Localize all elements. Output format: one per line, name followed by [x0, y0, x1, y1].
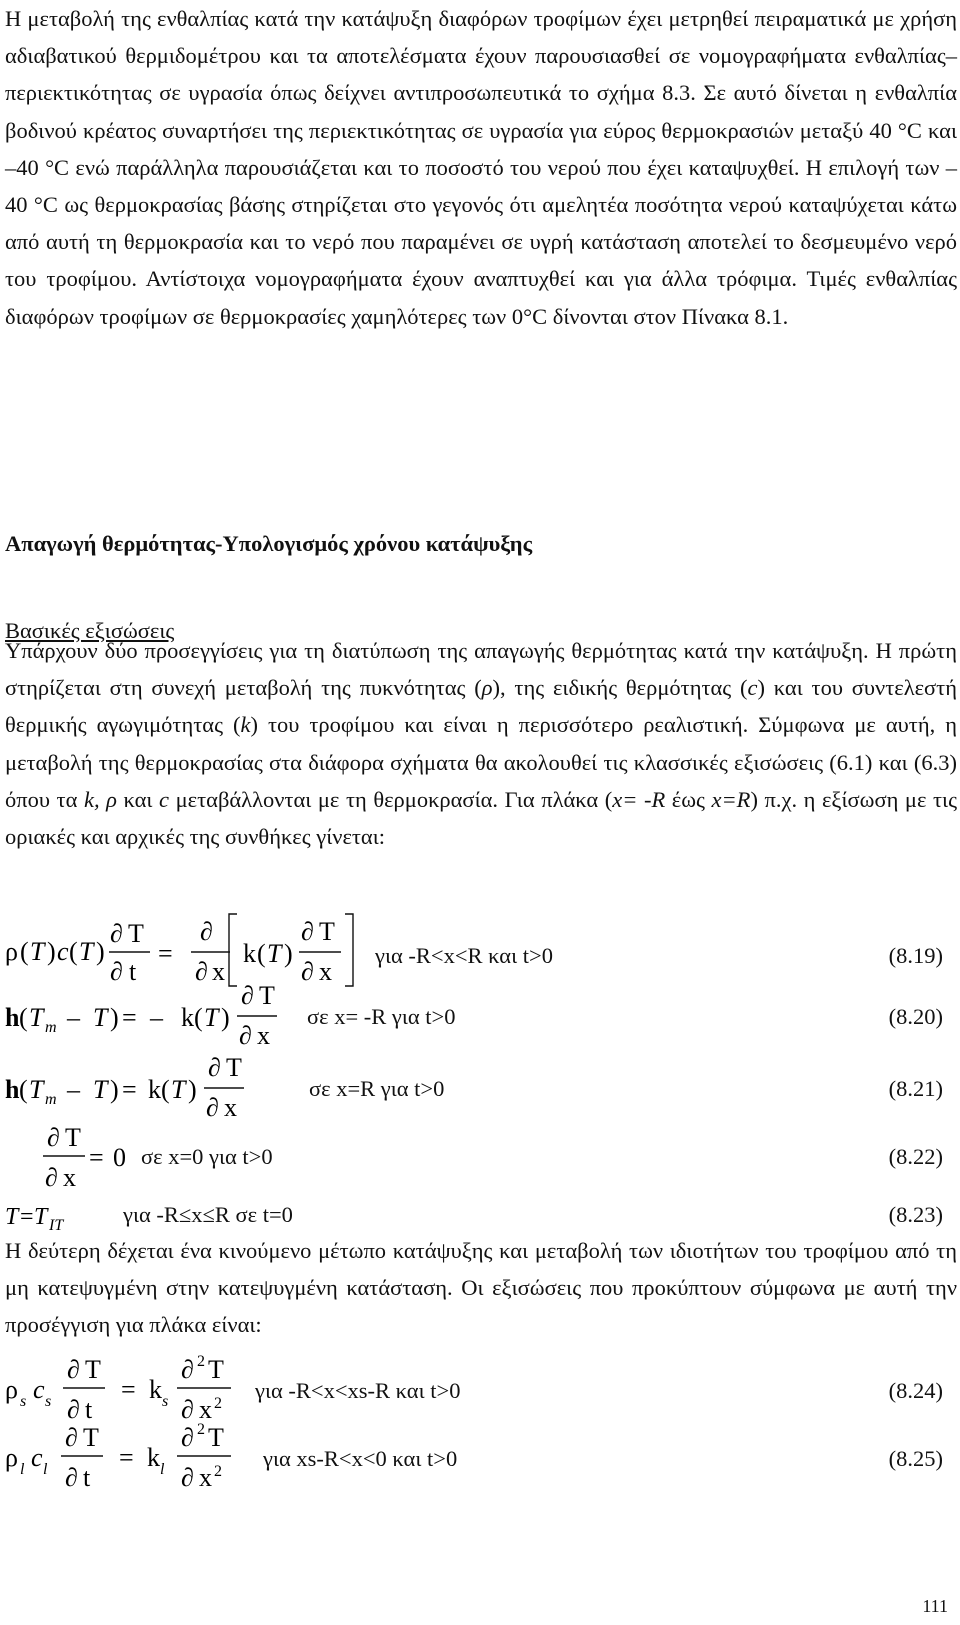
x-symbol: x	[199, 1395, 212, 1424]
partial-symbol: ∂	[181, 1355, 194, 1384]
equation-8-21-formula	[5, 1052, 305, 1132]
partial-symbol: ∂	[110, 919, 123, 948]
page-number: 111	[922, 1596, 948, 1616]
partial-symbol: ∂	[200, 917, 213, 946]
paren: (	[20, 937, 29, 966]
paren: )	[188, 1075, 197, 1104]
equation-8-19-number: (8.19)	[888, 943, 943, 968]
zero-value: 0	[113, 1143, 126, 1172]
subsection-heading: Βασικές εξισώσεις	[5, 618, 175, 643]
subscript-s: s	[20, 1393, 27, 1410]
equation-8-19	[5, 910, 955, 990]
equals-sign: =	[119, 1443, 134, 1472]
equation-8-24-condition: για -R<x<xs-R και t>0	[255, 1378, 461, 1403]
equals-sign: =	[122, 1075, 137, 1104]
temp-symbol: T	[29, 1003, 44, 1032]
equation-8-25-formula	[5, 1418, 245, 1498]
temp-symbol: T	[128, 919, 144, 948]
paren: (	[257, 939, 266, 968]
paren: )	[221, 1003, 230, 1032]
partial-symbol: ∂	[181, 1423, 194, 1452]
equation-8-21-number: (8.21)	[888, 1076, 943, 1101]
subscript-m: m	[45, 1019, 57, 1036]
equation-8-25-number: (8.25)	[888, 1446, 943, 1471]
paren: (	[69, 937, 78, 966]
heat-capacity-symbol: c	[33, 1375, 45, 1404]
equation-8-25-condition: για xs-R<x<0 και t>0	[263, 1446, 458, 1471]
equation-8-25	[5, 1418, 955, 1498]
equation-8-23-condition: για -R≤x≤R σε t=0	[123, 1202, 293, 1227]
temp-symbol: T	[5, 1204, 19, 1230]
equation-8-21	[5, 1052, 955, 1132]
partial-symbol: ∂	[65, 1463, 78, 1492]
equation-8-19-condition: για -R<x<R και t>0	[375, 943, 553, 968]
temp-symbol: T	[83, 1423, 99, 1452]
equals-sign: =	[89, 1143, 104, 1172]
partial-symbol: ∂	[181, 1395, 194, 1424]
time-symbol: t	[85, 1395, 93, 1424]
equation-8-24-number: (8.24)	[888, 1378, 943, 1403]
equals-sign: =	[20, 1204, 34, 1230]
superscript-2: 2	[197, 1353, 205, 1370]
paren: )	[110, 1003, 119, 1032]
temp-symbol: T	[208, 1423, 224, 1452]
partial-symbol: ∂	[241, 981, 254, 1010]
equation-8-20-formula	[5, 980, 305, 1060]
paren: )	[284, 939, 293, 968]
temp-symbol: T	[34, 1204, 48, 1230]
temp-symbol: T	[93, 1075, 108, 1104]
temp-symbol: T	[79, 937, 94, 966]
partial-symbol: ∂	[65, 1423, 78, 1452]
superscript-2: 2	[197, 1421, 205, 1438]
temp-symbol: T	[204, 1003, 219, 1032]
x-symbol: x	[257, 1021, 270, 1050]
paren: (	[19, 1003, 28, 1032]
time-symbol: t	[83, 1463, 91, 1492]
conductivity-symbol: k	[148, 1075, 161, 1104]
rho-symbol: ρ	[5, 1443, 18, 1472]
partial-symbol: ∂	[67, 1395, 80, 1424]
heat-capacity-symbol: c	[31, 1443, 43, 1472]
partial-symbol: ∂	[195, 957, 208, 986]
temp-symbol: T	[65, 1123, 81, 1152]
conductivity-symbol: k	[181, 1003, 194, 1032]
subscript-m: m	[45, 1091, 57, 1108]
equals-sign: =	[121, 1375, 136, 1404]
equation-8-23-number: (8.23)	[888, 1202, 943, 1227]
equation-8-21-condition: σε x=R για t>0	[309, 1076, 445, 1101]
subscript-s: s	[162, 1393, 169, 1410]
h-symbol: h	[5, 1003, 20, 1032]
conductivity-symbol: k	[149, 1375, 162, 1404]
subscript-s: s	[45, 1393, 52, 1410]
x-symbol: x	[63, 1163, 76, 1192]
equation-8-22-condition: σε x=0 για t>0	[141, 1144, 273, 1169]
h-symbol: h	[5, 1075, 20, 1104]
partial-symbol: ∂	[208, 1053, 221, 1082]
conductivity-symbol: k	[147, 1443, 160, 1472]
x-symbol: x	[224, 1093, 237, 1122]
temp-symbol: T	[267, 939, 282, 968]
paren: (	[194, 1003, 203, 1032]
temp-symbol: T	[208, 1355, 224, 1384]
partial-symbol: ∂	[206, 1093, 219, 1122]
superscript-2: 2	[214, 1395, 222, 1412]
equation-8-20-number: (8.20)	[888, 1004, 943, 1029]
equation-8-22	[5, 1124, 955, 1204]
rho-symbol: ρ	[5, 1375, 18, 1404]
equals-sign: =	[122, 1003, 137, 1032]
x-symbol: x	[199, 1463, 212, 1492]
temp-symbol: T	[226, 1053, 242, 1082]
partial-symbol: ∂	[67, 1355, 80, 1384]
partial-symbol: ∂	[45, 1163, 58, 1192]
subscript-l: l	[43, 1461, 48, 1478]
temp-symbol: T	[319, 917, 335, 946]
paren: )	[110, 1075, 119, 1104]
partial-symbol: ∂	[181, 1463, 194, 1492]
paren: )	[47, 937, 56, 966]
paragraph-enthalpy-intro: Η μεταβολή της ενθαλπίας κατά την κατάψυξη διαφόρων τροφίμων έχει μετρηθεί πειραματικά με χρήση αδιαβατικού θερμιδομέτρου και τα αποτελέσματα έχουν παρουσιασθεί σε νομογραφήματα ενθαλπίας–περιεκτικότητας σε υγρασία όπως δείχνει αντιπροσωπευτικά το σχήμα 8.3. Σε αυτό δίνεται η ενθαλπία βοδινού κρέατος συναρτήσει της περιεκτικότητας σε υγρασία για εύρος θερμοκρασιών μεταξύ 40 °C και –40 °C ενώ παράλληλα παρουσιάζεται και το ποσοστό του νερού που έχει καταψυχθεί. Η επιλογή των –40 °C ως θερμοκρασίας βάσης στηρίζεται στο γεγονός ότι αμελητέα ποσότητα νερού καταψύχεται κάτω από αυτή τη θερμοκρασία και το νερό που παραμένει σε υγρή κατάσταση αποτελεί το δεσμευμένο νερό του τροφίμου. Αντίστοιχα νομογραφήματα έχουν αναπτυχθεί και για άλλα τρόφιμα. Τιμές ενθαλπίας διαφόρων τροφίμων σε θερμοκρασίες χαμηλότερες των 0°C δίνονται στον Πίνακα 8.1.	[5, 6, 957, 329]
paren: (	[19, 1075, 28, 1104]
temp-symbol: T	[29, 1075, 44, 1104]
temp-symbol: T	[85, 1355, 101, 1384]
time-symbol: t	[129, 957, 137, 986]
partial-symbol: ∂	[301, 957, 314, 986]
x-symbol: x	[212, 957, 225, 986]
partial-symbol: ∂	[239, 1021, 252, 1050]
subscript-l: l	[20, 1461, 25, 1478]
equation-8-19-formula	[5, 910, 385, 990]
equation-8-22-formula	[5, 1124, 145, 1204]
partial-symbol: ∂	[301, 917, 314, 946]
paragraph-approaches: Υπάρχουν δύο προσεγγίσεις για τη διατύπωση της απαγωγής θερμότητας κατά την κατάψυξη. Η πρώτη στηρίζεται στη συνεχή μεταβολή της πυκνότητας (ρ), της ειδικής θερμότητας (c) και του συντελεστή θερμικής αγωγιμότητας (k) του τροφίμου και είναι η περισσότερο ρεαλιστική. Σύμφωνα με αυτή, η μεταβολή της θερμοκρασίας στα διάφορα σχήματα θα ακολουθεί τις κλασσικές εξισώσεις (6.1) και (6.3) όπου τα k, ρ και c μεταβάλλονται με τη θερμοκρασία. Για πλάκα (x= -R έως x=R) π.χ. η εξίσωση με τις οριακές και αρχικές της συνθήκες γίνεται:	[5, 638, 957, 850]
subscript-initial: IT	[49, 1217, 64, 1234]
section-heading: Απαγωγή θερμότητας-Υπολογισμός χρόνου κατάψυξης	[5, 531, 533, 556]
heat-capacity-symbol: c	[57, 937, 69, 966]
temp-symbol: T	[171, 1075, 186, 1104]
temp-symbol: T	[93, 1003, 108, 1032]
partial-symbol: ∂	[47, 1123, 60, 1152]
superscript-2: 2	[214, 1463, 222, 1480]
equation-8-20-condition: σε x= -R για t>0	[307, 1004, 456, 1029]
conductivity-symbol: k	[243, 939, 256, 968]
equation-8-20	[5, 980, 955, 1060]
minus-sign: –	[150, 1003, 163, 1032]
partial-symbol: ∂	[110, 957, 123, 986]
paragraph-moving-front: Η δεύτερη δέχεται ένα κινούμενο μέτωπο κατάψυξης και μεταβολή των ιδιοτήτων του τροφίμου από τη μη κατεψυγμένη στην κατεψυγμένη κατάσταση. Οι εξισώσεις που προκύπτουν σύμφωνα με αυτή την προσέγγιση για πλάκα είναι:	[5, 1238, 957, 1338]
equation-8-22-number: (8.22)	[888, 1144, 943, 1169]
minus-sign: –	[67, 1003, 80, 1032]
temp-symbol: T	[30, 937, 45, 966]
paren: (	[161, 1075, 170, 1104]
subscript-l: l	[160, 1461, 165, 1478]
rho-symbol: ρ	[5, 937, 18, 966]
paren: )	[96, 937, 105, 966]
x-symbol: x	[319, 957, 332, 986]
equals-sign: =	[158, 939, 173, 968]
minus-sign: –	[67, 1075, 80, 1104]
temp-symbol: T	[259, 981, 275, 1010]
